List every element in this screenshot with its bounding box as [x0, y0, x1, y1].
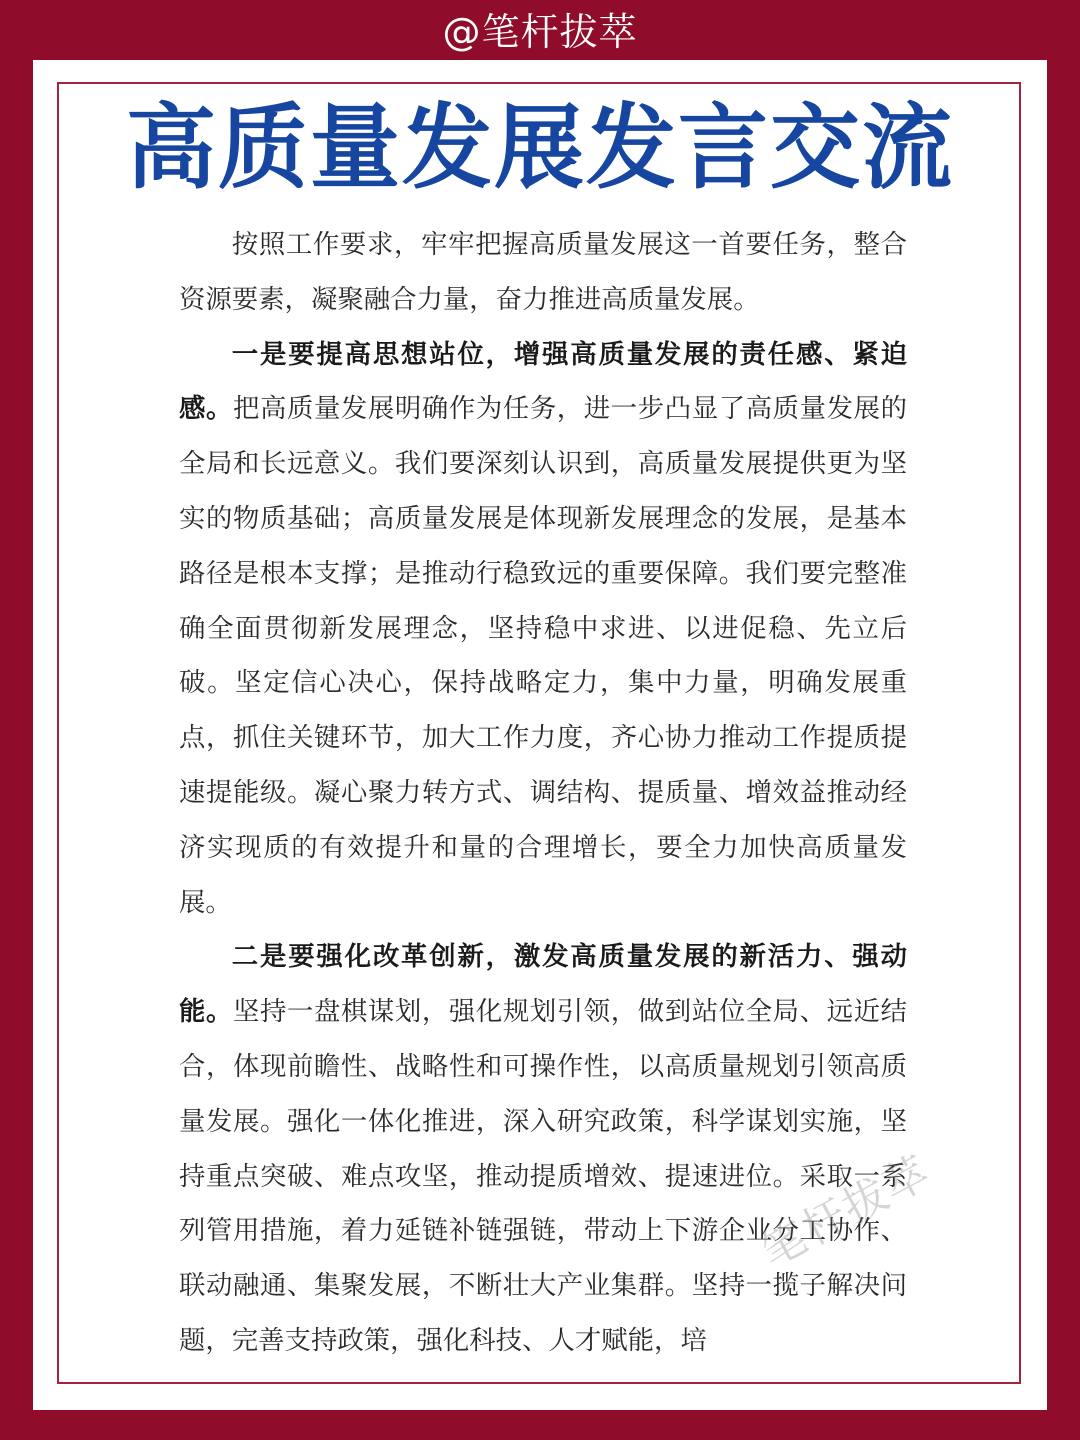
paragraph-point-one [179, 328, 907, 931]
paragraph-text: 把高质量发展明确作为任务，进一步凸显了高质量发展的全局和长远意义。我们要深刻认识到，高质量发展提供更为坚实的物质基础；高质量发展是体现新发展理念的发展，是基本路径是根本支撑；是推动行稳致远的重要保障。我们要完整准确全面贯彻新发展理念，坚持稳中求进、以进促稳、先立后破。坚定信心决心，保持战略定力，集中力量，明确发展重点，抓住关键环节，加大工作力度，齐心协力推动工作提质提速提能级。凝心聚力转方式、调结构、提质量、增效益推动经济实现质的有效提升和量的合理增长，要全力加快高质量发展。 [179, 393, 908, 918]
document-title: 高质量发展发言交流 [126, 94, 954, 203]
watermark: 笔杆拔萃 [752, 1146, 940, 1278]
paragraph-text: 按照工作要求，牢牢把握高质量发展这一首要任务，整合资源要素，凝聚融合力量，奋力推进高质量发展。 [179, 229, 907, 315]
paragraph-lead: 二是要强化改革创新，激发高质量发展的新活力、强动能。 [179, 941, 907, 1028]
paragraph-lead: 一是要提高思想站位，增强高质量发展的责任感、紧迫感。 [179, 338, 907, 425]
paragraph-intro [179, 218, 907, 328]
paragraph-text: 坚持一盘棋谋划，强化规划引领，做到站位全局、远近结合，体现前瞻性、战略性和可操作性，以高质量规划引领高质量发展。强化一体化推进，深入研究政策，科学谋划实施，坚持重点突破、难点攻坚，推动提质增效、提速进位。采取一系列管用措施，着力延链补链强链，带动上下游企业分工协作、联动融通、集聚发展，不断壮大产业集群。坚持一揽子解决问题，完善支持政策，强化科技、人才赋能，培 [179, 996, 908, 1356]
paragraph-point-two [179, 930, 907, 1368]
account-handle: @笔杆拔萃 [442, 10, 638, 54]
